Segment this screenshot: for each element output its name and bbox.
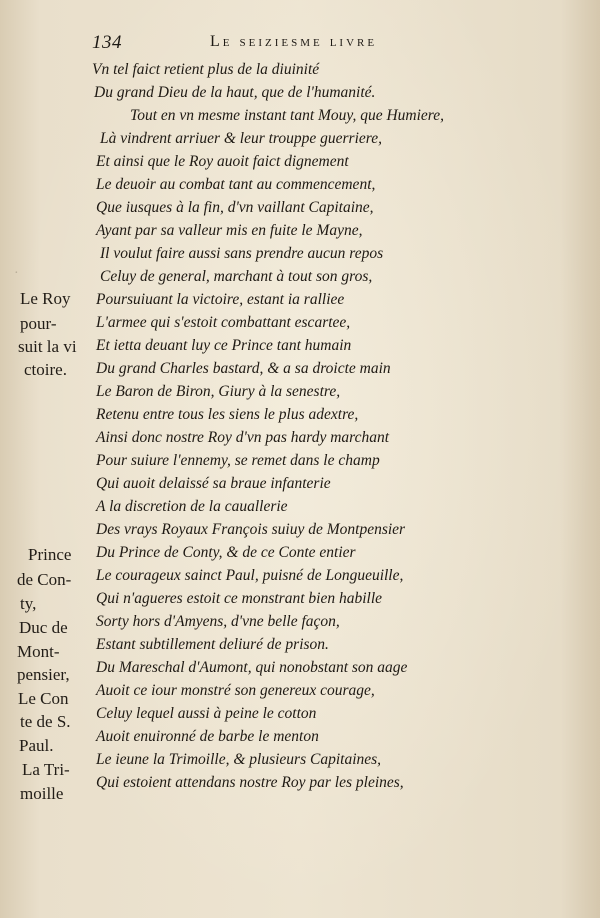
- verse-line: Du Prince de Conty, & de ce Conte entier: [96, 544, 356, 561]
- verse-line: Le ieune la Trimoille, & plusieurs Capitaines,: [96, 751, 382, 768]
- verse-line: Du grand Charles bastard, & a sa droicte main: [96, 360, 391, 377]
- margin-note: te de S.: [20, 712, 71, 731]
- verse-line: Ainsi donc nostre Roy d'vn pas hardy marchant: [96, 429, 390, 446]
- bleed-through-mark: ·: [14, 266, 19, 281]
- margin-note: Duc de: [19, 618, 68, 637]
- verse-line: Qui n'agueres estoit ce monstrant bien habille: [96, 590, 383, 607]
- verse-line: Que iusques à la fin, d'vn vaillant Capitaine,: [96, 199, 374, 216]
- verse-line: Auoit enuironné de barbe le menton: [96, 728, 319, 745]
- verse-line: Qui auoit delaissé sa braue infanterie: [96, 475, 331, 492]
- verse-line: Sorty hors d'Amyens, d'vne belle façon,: [96, 613, 340, 630]
- verse-line: Là vindrent arriuer & leur trouppe guerriere,: [100, 130, 382, 147]
- verse-line: Pour suiure l'ennemy, se remet dans le champ: [96, 452, 380, 469]
- verse-line: Des vrays Royaux François suiuy de Montpensier: [96, 521, 406, 538]
- margin-note: Le Roy: [20, 289, 71, 308]
- verse-line: Auoit ce iour monstré son genereux courage,: [96, 682, 375, 699]
- margin-note: moille: [20, 784, 64, 803]
- verse-line: Tout en vn mesme instant tant Mouy, que Humiere,: [130, 107, 444, 124]
- margin-note: Mont-: [17, 642, 60, 661]
- page-number: 134: [92, 32, 122, 53]
- running-title: Le seiziesme livre: [210, 33, 378, 50]
- margin-note: pour-: [20, 314, 57, 333]
- margin-note: de Con-: [17, 570, 72, 589]
- verse-line: Et ainsi que le Roy auoit faict dignement: [96, 153, 349, 170]
- verse-line: Le deuoir au combat tant au commencement,: [96, 176, 376, 193]
- verse-line: Du grand Dieu de la haut, que de l'humanité.: [94, 84, 376, 101]
- margin-note: ty,: [20, 594, 37, 613]
- margin-note: suit la vi: [18, 337, 77, 356]
- verse-line: Qui estoient attendans nostre Roy par les pleines,: [96, 774, 404, 791]
- page-header: [92, 32, 452, 54]
- verse-line: Celuy de general, marchant à tout son gros,: [100, 268, 373, 285]
- margin-note: ctoire.: [24, 360, 67, 379]
- verse-line: Ayant par sa valleur mis en fuite le Mayne,: [96, 222, 363, 239]
- verse-line: Le Baron de Biron, Giury à la senestre,: [96, 383, 341, 400]
- verse-line: Celuy lequel aussi à peine le cotton: [96, 705, 317, 722]
- verse-line: Et ietta deuant luy ce Prince tant humain: [96, 337, 352, 354]
- margin-note: Prince: [28, 545, 72, 564]
- verse-line: Vn tel faict retient plus de la diuinité: [92, 61, 320, 78]
- margin-note: pensier,: [17, 665, 70, 684]
- margin-note: Le Con: [18, 689, 69, 708]
- verse-line: Du Mareschal d'Aumont, qui nonobstant son aage: [96, 659, 408, 676]
- margin-note: Paul.: [19, 736, 54, 755]
- verse-line: Il voulut faire aussi sans prendre aucun repos: [100, 245, 384, 262]
- margin-note: La Tri-: [22, 760, 70, 779]
- verse-line: L'armee qui s'estoit combattant escartee,: [96, 314, 351, 331]
- verse-line: Le courageux sainct Paul, puisné de Longueuille,: [96, 567, 404, 584]
- verse-line: A la discretion de la cauallerie: [96, 498, 288, 515]
- verse-line: Retenu entre tous les siens le plus adextre,: [96, 406, 359, 423]
- verse-line: Estant subtillement deliuré de prison.: [96, 636, 329, 653]
- verse-line: Poursuiuant la victoire, estant ia ralliee: [96, 291, 345, 308]
